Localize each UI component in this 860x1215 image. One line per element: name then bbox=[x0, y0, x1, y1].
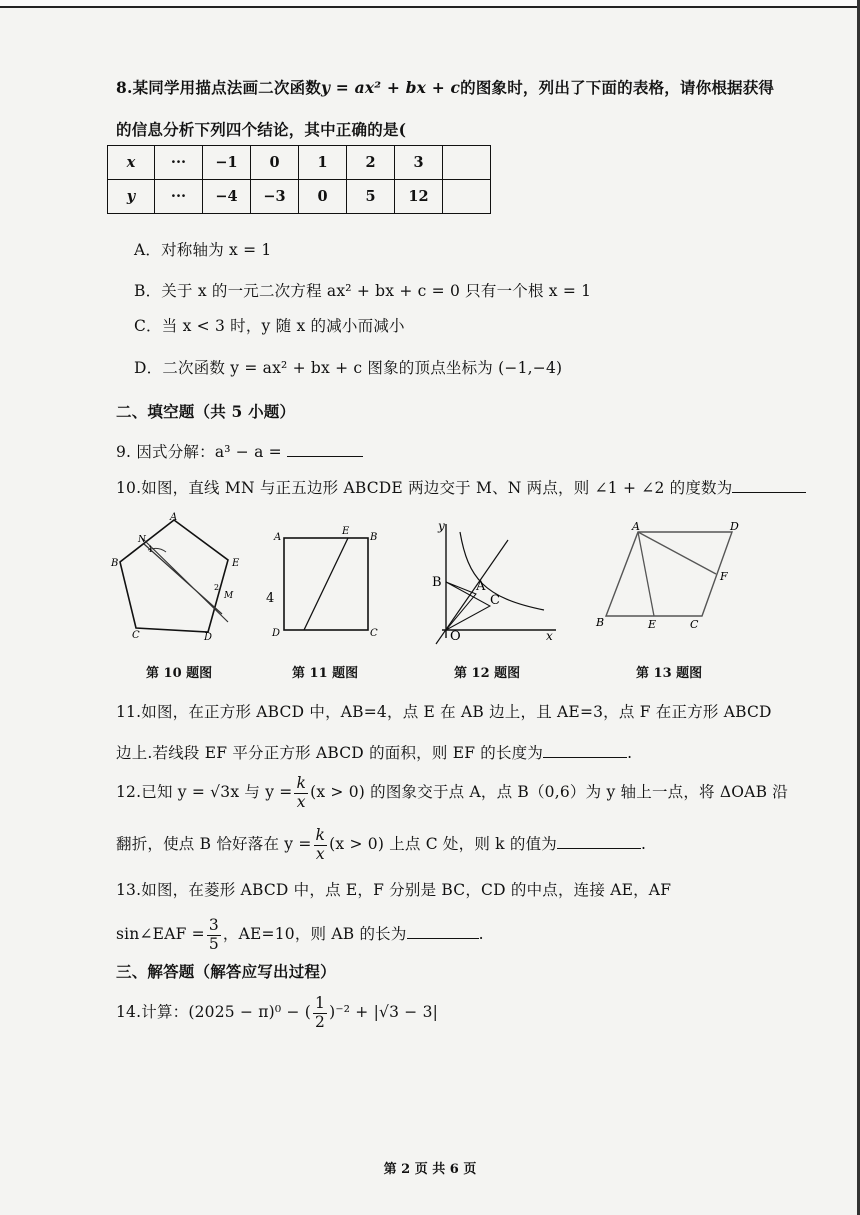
label-c: C bbox=[490, 593, 500, 608]
pentagon-shape bbox=[120, 520, 228, 632]
label-side-4: 4 bbox=[266, 591, 275, 606]
label-f: F bbox=[720, 570, 728, 583]
table-cell: 12 bbox=[395, 180, 443, 214]
q8-line2: 的信息分析下列四个结论，其中正确的是( bbox=[116, 120, 407, 139]
segments-ae-af bbox=[638, 532, 716, 616]
label-b: B bbox=[432, 575, 442, 590]
table-header-x: x bbox=[108, 146, 155, 180]
figure-10-pentagon bbox=[108, 510, 238, 650]
q14-text: 14.计算：(2025 − π)⁰ − ( $\frac{1}{2}$ )⁻² + |√3 − 3| bbox=[116, 994, 439, 1031]
table-cell: 0 bbox=[299, 180, 347, 214]
table-cell: −1 bbox=[203, 146, 251, 180]
label-n: N bbox=[138, 535, 146, 545]
q13-line2: sin∠EAF = $\frac{3}{5}$ ，AE=10，则 AB 的长为 . bbox=[116, 916, 484, 953]
table-cell: 3 bbox=[395, 146, 443, 180]
q8-option-d: D．二次函数 y = ax² + bx + c 图象的顶点坐标为 (−1,−4) bbox=[134, 359, 563, 377]
q12-line1: 12.已知 y = √3x 与 y = $\frac{k}{x}$ (x > 0) 的图象交于点 A，点 B（0,6）为 y 轴上一点，将 ΔOAB 沿 bbox=[116, 774, 788, 811]
q9-answer-blank[interactable] bbox=[287, 442, 363, 457]
q10-answer-blank[interactable] bbox=[732, 478, 806, 493]
table-cell bbox=[443, 180, 491, 214]
label-b: B bbox=[111, 558, 119, 569]
label-a: A bbox=[476, 579, 486, 594]
table-cell: −3 bbox=[251, 180, 299, 214]
table-row-x bbox=[108, 146, 491, 180]
figure-13-rhombus bbox=[592, 518, 752, 634]
q13-answer-blank[interactable] bbox=[407, 924, 479, 939]
table-cell: 2 bbox=[347, 146, 395, 180]
label-x: x bbox=[546, 629, 553, 643]
table-header-y: y bbox=[108, 180, 155, 214]
label-d: D bbox=[272, 628, 281, 639]
table-cell: ··· bbox=[155, 180, 203, 214]
label-d: D bbox=[730, 520, 739, 533]
label-a: A bbox=[274, 532, 282, 543]
q13-line1: 13.如图，在菱形 ABCD 中，点 E，F 分别是 BC，CD 的中点，连接 AE，AF bbox=[116, 881, 672, 899]
figure-12-graph bbox=[424, 518, 564, 646]
q8-option-a: A．对称轴为 x = 1 bbox=[134, 241, 272, 259]
q8-option-c: C．当 x < 3 时，y 随 x 的减小而减小 bbox=[134, 317, 405, 335]
caption-figure-12: 第 12 题图 bbox=[454, 666, 521, 681]
table-cell: 1 bbox=[299, 146, 347, 180]
q9-text: 9. 因式分解：a³ − a = bbox=[116, 440, 363, 462]
label-c: C bbox=[132, 630, 140, 641]
page-footer: 第 2 页 共 6 页 bbox=[383, 1162, 477, 1177]
label-y: y bbox=[438, 519, 445, 533]
page-top-edge bbox=[0, 0, 860, 8]
rhombus-shape bbox=[606, 532, 732, 616]
table-cell: −4 bbox=[203, 180, 251, 214]
caption-figure-13: 第 13 题图 bbox=[636, 666, 703, 681]
table-row-y bbox=[108, 180, 491, 214]
label-e: E bbox=[342, 526, 350, 537]
label-angle-2: 2 bbox=[214, 583, 220, 592]
label-c: C bbox=[690, 618, 699, 631]
label-o: O bbox=[450, 629, 461, 644]
figure-11-square bbox=[262, 520, 384, 642]
caption-figure-11: 第 11 题图 bbox=[292, 666, 359, 681]
q12-line2: 翻折，使点 B 恰好落在 y = $\frac{k}{x}$ (x > 0) 上点 C 处，则 k 的值为 . bbox=[116, 826, 647, 863]
label-m: M bbox=[224, 591, 234, 601]
q11-answer-blank[interactable] bbox=[543, 743, 627, 758]
label-e: E bbox=[232, 558, 240, 569]
section-2-heading: 二、填空题（共 5 小题） bbox=[116, 402, 296, 421]
q12-answer-blank[interactable] bbox=[557, 834, 641, 849]
caption-figure-10: 第 10 题图 bbox=[146, 666, 213, 681]
q8-option-b: B．关于 x 的一元二次方程 ax² + bx + c = 0 只有一个根 x = 1 bbox=[134, 282, 592, 300]
q8-line1: 8.某同学用描点法画二次函数y = ax² + bx + c的图象时，列出了下面的表格，请你根据获得 bbox=[116, 78, 775, 97]
q11-line2: 边上.若线段 EF 平分正方形 ABCD 的面积，则 EF 的长度为 . bbox=[116, 744, 633, 762]
label-b: B bbox=[370, 532, 378, 543]
q8-value-table bbox=[107, 145, 491, 214]
label-c: C bbox=[370, 628, 378, 639]
segment-ef bbox=[304, 538, 348, 630]
table-cell bbox=[443, 146, 491, 180]
label-a: A bbox=[170, 512, 178, 523]
section-3-heading: 三、解答题（解答应写出过程） bbox=[116, 962, 336, 981]
q11-line1: 11.如图，在正方形 ABCD 中，AB=4，点 E 在 AB 边上，且 AE=3，点 F 在正方形 ABCD bbox=[116, 703, 772, 721]
q10-text: 10.如图，直线 MN 与正五边形 ABCDE 两边交于 M、N 两点，则 ∠1 + ∠2 的度数为 bbox=[116, 476, 806, 498]
label-b: B bbox=[596, 616, 605, 629]
label-angle-1: 1 bbox=[148, 545, 154, 554]
label-e: E bbox=[648, 618, 657, 631]
table-cell: 5 bbox=[347, 180, 395, 214]
table-cell: ··· bbox=[155, 146, 203, 180]
table-cell: 0 bbox=[251, 146, 299, 180]
label-a: A bbox=[632, 520, 640, 533]
label-d: D bbox=[204, 632, 213, 643]
